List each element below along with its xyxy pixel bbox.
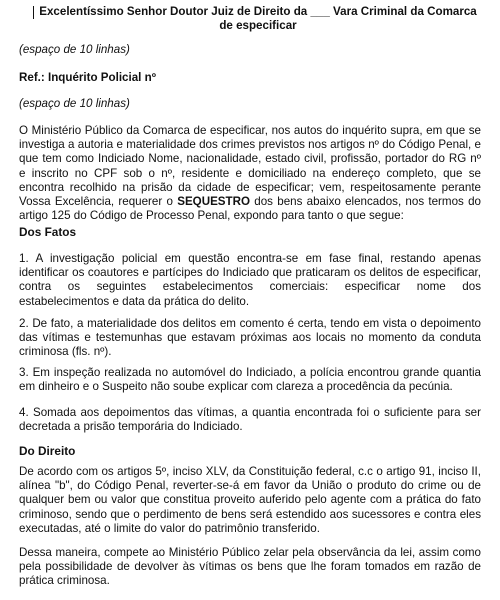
spacer-note-2: (espaço de 10 linhas): [19, 97, 130, 110]
fatos-paragraph-4: 4. Somada aos depoimentos das vítimas, a quantia encontrada foi o suficiente para ser decretada a prisão temporária do Indiciado.: [19, 406, 481, 434]
text-cursor: [33, 6, 34, 19]
intro-paragraph: [19, 124, 481, 223]
direito-paragraph-1: De acordo com os artigos 5º, inciso XLV, da Constituição federal, c.c o artigo 91, inciso II, alínea "b", do Código Penal, reverter-se-á em favor da União o produto do crime ou de qualquer bem ou valor que constitua proveito auferido pelo agente com a prática do fato criminoso, sendo que o perdimento de bens será estendido aos sucessores e contra eles executadas, até o limite do valor do patrimônio transferido.: [19, 465, 481, 535]
spacer-note-1: (espaço de 10 linhas): [19, 43, 130, 56]
direito-paragraph-2: Dessa maneira, compete ao Ministério Público zelar pela observância da lei, assim como pela possibilidade de devolver às vítimas os bens que lhe foram tomados em razão de prática criminosa.: [19, 546, 481, 588]
intro-text-before: O Ministério Público da Comarca de especificar, nos autos do inquérito supra, em que se investiga a autoria e materialidade dos crimes previstos nos artigos nº do Código Penal, e que tem como Indiciado Nome, nacionalidade, estado civil, profissão, portador do RG nº e inscrito no CPF sob o nº, residente e domiciliado na endereço completo, que se encontra recolhido na prisão da cidade de especificar; vem, respeitosamente perante Vossa Excelência, requerer o: [19, 124, 481, 209]
fatos-paragraph-3: 3. Em inspeção realizada no automóvel do Indiciado, a polícia encontrou grande quantia em dinheiro e o Suspeito não soube explicar com clareza a procedência da pecúnia.: [19, 366, 481, 394]
section-heading-fatos: Dos Fatos: [19, 225, 77, 239]
fatos-paragraph-1: 1. A investigação policial em questão encontra-se em fase final, restando apenas identificar os coautores e partícipes do Indiciado que praticaram os delitos de especificar, contra os seguintes estabelecimentos comerciais: especificar nome dos estabelecimentos e data da prática do delito.: [19, 252, 481, 308]
intro-text-after: dos bens abaixo elencados, nos termos do artigo 125 do Código de Processo Penal, expondo para tanto o que segue:: [19, 195, 481, 223]
section-heading-direito: Do Direito: [19, 444, 76, 458]
intro-bold-term: SEQUESTRO: [177, 195, 251, 209]
document-header: Excelentíssimo Senhor Doutor Juiz de Direito da ___ Vara Criminal da Comarca de especificar: [39, 5, 477, 32]
fatos-paragraph-2: 2. De fato, a materialidade dos delitos em comento é certa, tendo em vista o depoimento das vítimas e testemunhas que estavam próximas aos locais no momento da conduta criminosa (fls. nº).: [19, 317, 481, 359]
reference-line: Ref.: Inquérito Policial nº: [19, 71, 156, 84]
